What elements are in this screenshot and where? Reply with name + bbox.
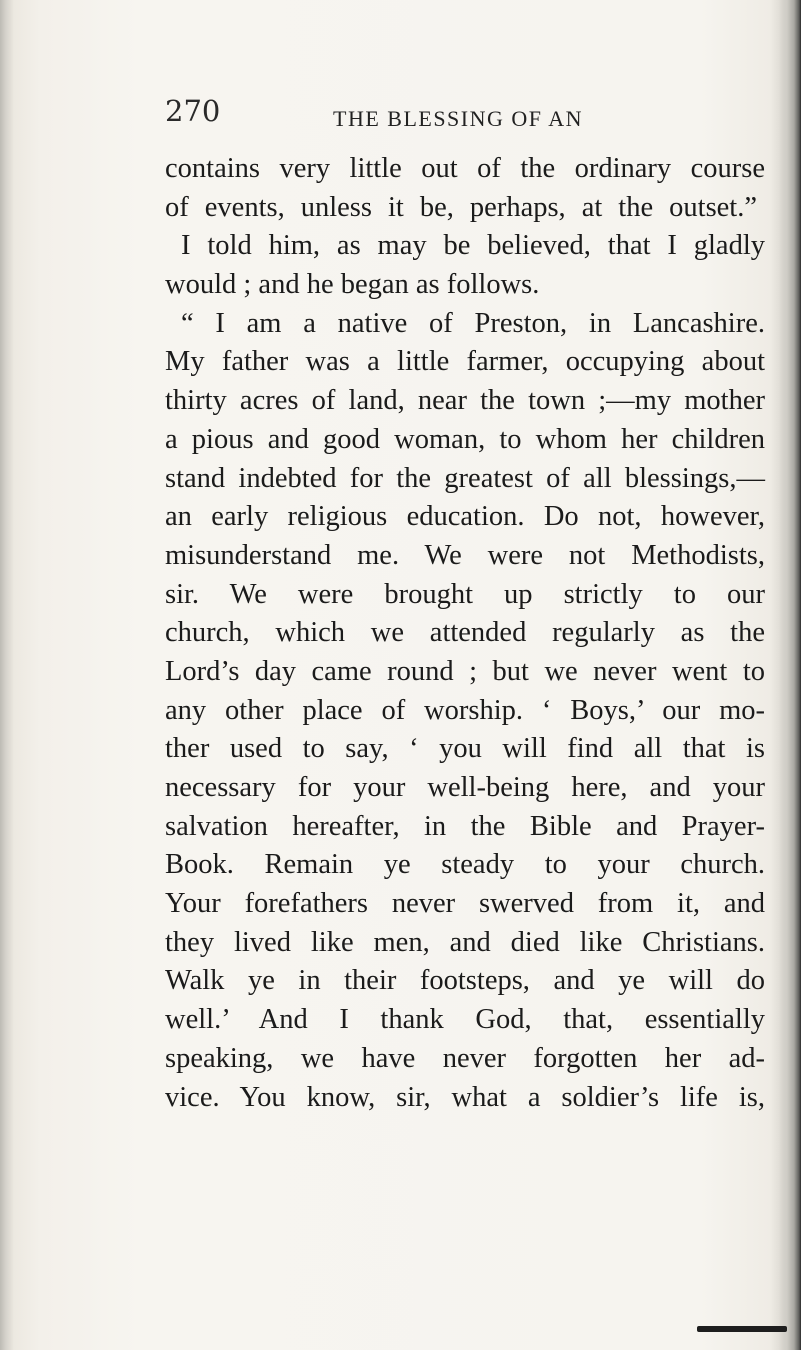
text-line: of events, unless it be, perhaps, at the outset.” xyxy=(165,191,757,223)
text-line: salvation hereafter, in the Bible and Prayer- xyxy=(165,810,765,842)
running-title: THE BLESSING OF AN xyxy=(333,106,584,131)
text-line: Your forefathers never swerved from it, and xyxy=(165,888,765,920)
text-line: church, which we attended regularly as the xyxy=(165,617,765,649)
page-left-shadow xyxy=(0,0,14,1350)
text-line: a pious and good woman, to whom her children xyxy=(165,423,765,455)
text-line: thirty acres of land, near the town ;—my mother xyxy=(165,385,765,417)
text-line: “ I am a native of Preston, in Lancashire. xyxy=(181,307,765,339)
text-line: sir. We were brought up strictly to our xyxy=(165,578,765,610)
page-corner-mark xyxy=(697,1326,787,1332)
text-line: well.’ And I thank God, that, essentially xyxy=(165,1004,765,1036)
text-line: I told him, as may be believed, that I gladly xyxy=(181,230,765,262)
body-text xyxy=(165,150,765,1117)
page-header xyxy=(165,94,765,140)
text-line: ther used to say, ‘ you will find all that is xyxy=(165,733,765,765)
text-line: Lord’s day came round ; but we never went to xyxy=(165,655,765,687)
text-line: speaking, we have never forgotten her ad- xyxy=(165,1042,765,1074)
text-line: would ; and he began as follows. xyxy=(165,269,540,301)
text-line: Walk ye in their footsteps, and ye will do xyxy=(165,965,765,997)
text-line: vice. You know, sir, what a soldier’s life is, xyxy=(165,1081,765,1113)
text-line: necessary for your well-being here, and your xyxy=(165,772,765,803)
text-line: an early religious education. Do not, however, xyxy=(165,501,765,533)
text-line: any other place of worship. ‘ Boys,’ our mo- xyxy=(165,694,765,726)
text-line: stand indebted for the greatest of all blessings,— xyxy=(165,462,765,494)
page-binding-edge xyxy=(779,0,801,1350)
text-line: Book. Remain ye steady to your church. xyxy=(165,849,765,881)
page-number: 270 xyxy=(165,94,221,128)
text-line: they lived like men, and died like Christians. xyxy=(165,926,765,958)
text-line: misunderstand me. We were not Methodists, xyxy=(165,539,765,571)
text-line: My father was a little farmer, occupying about xyxy=(165,346,765,378)
text-line: contains very little out of the ordinary course xyxy=(165,153,765,184)
